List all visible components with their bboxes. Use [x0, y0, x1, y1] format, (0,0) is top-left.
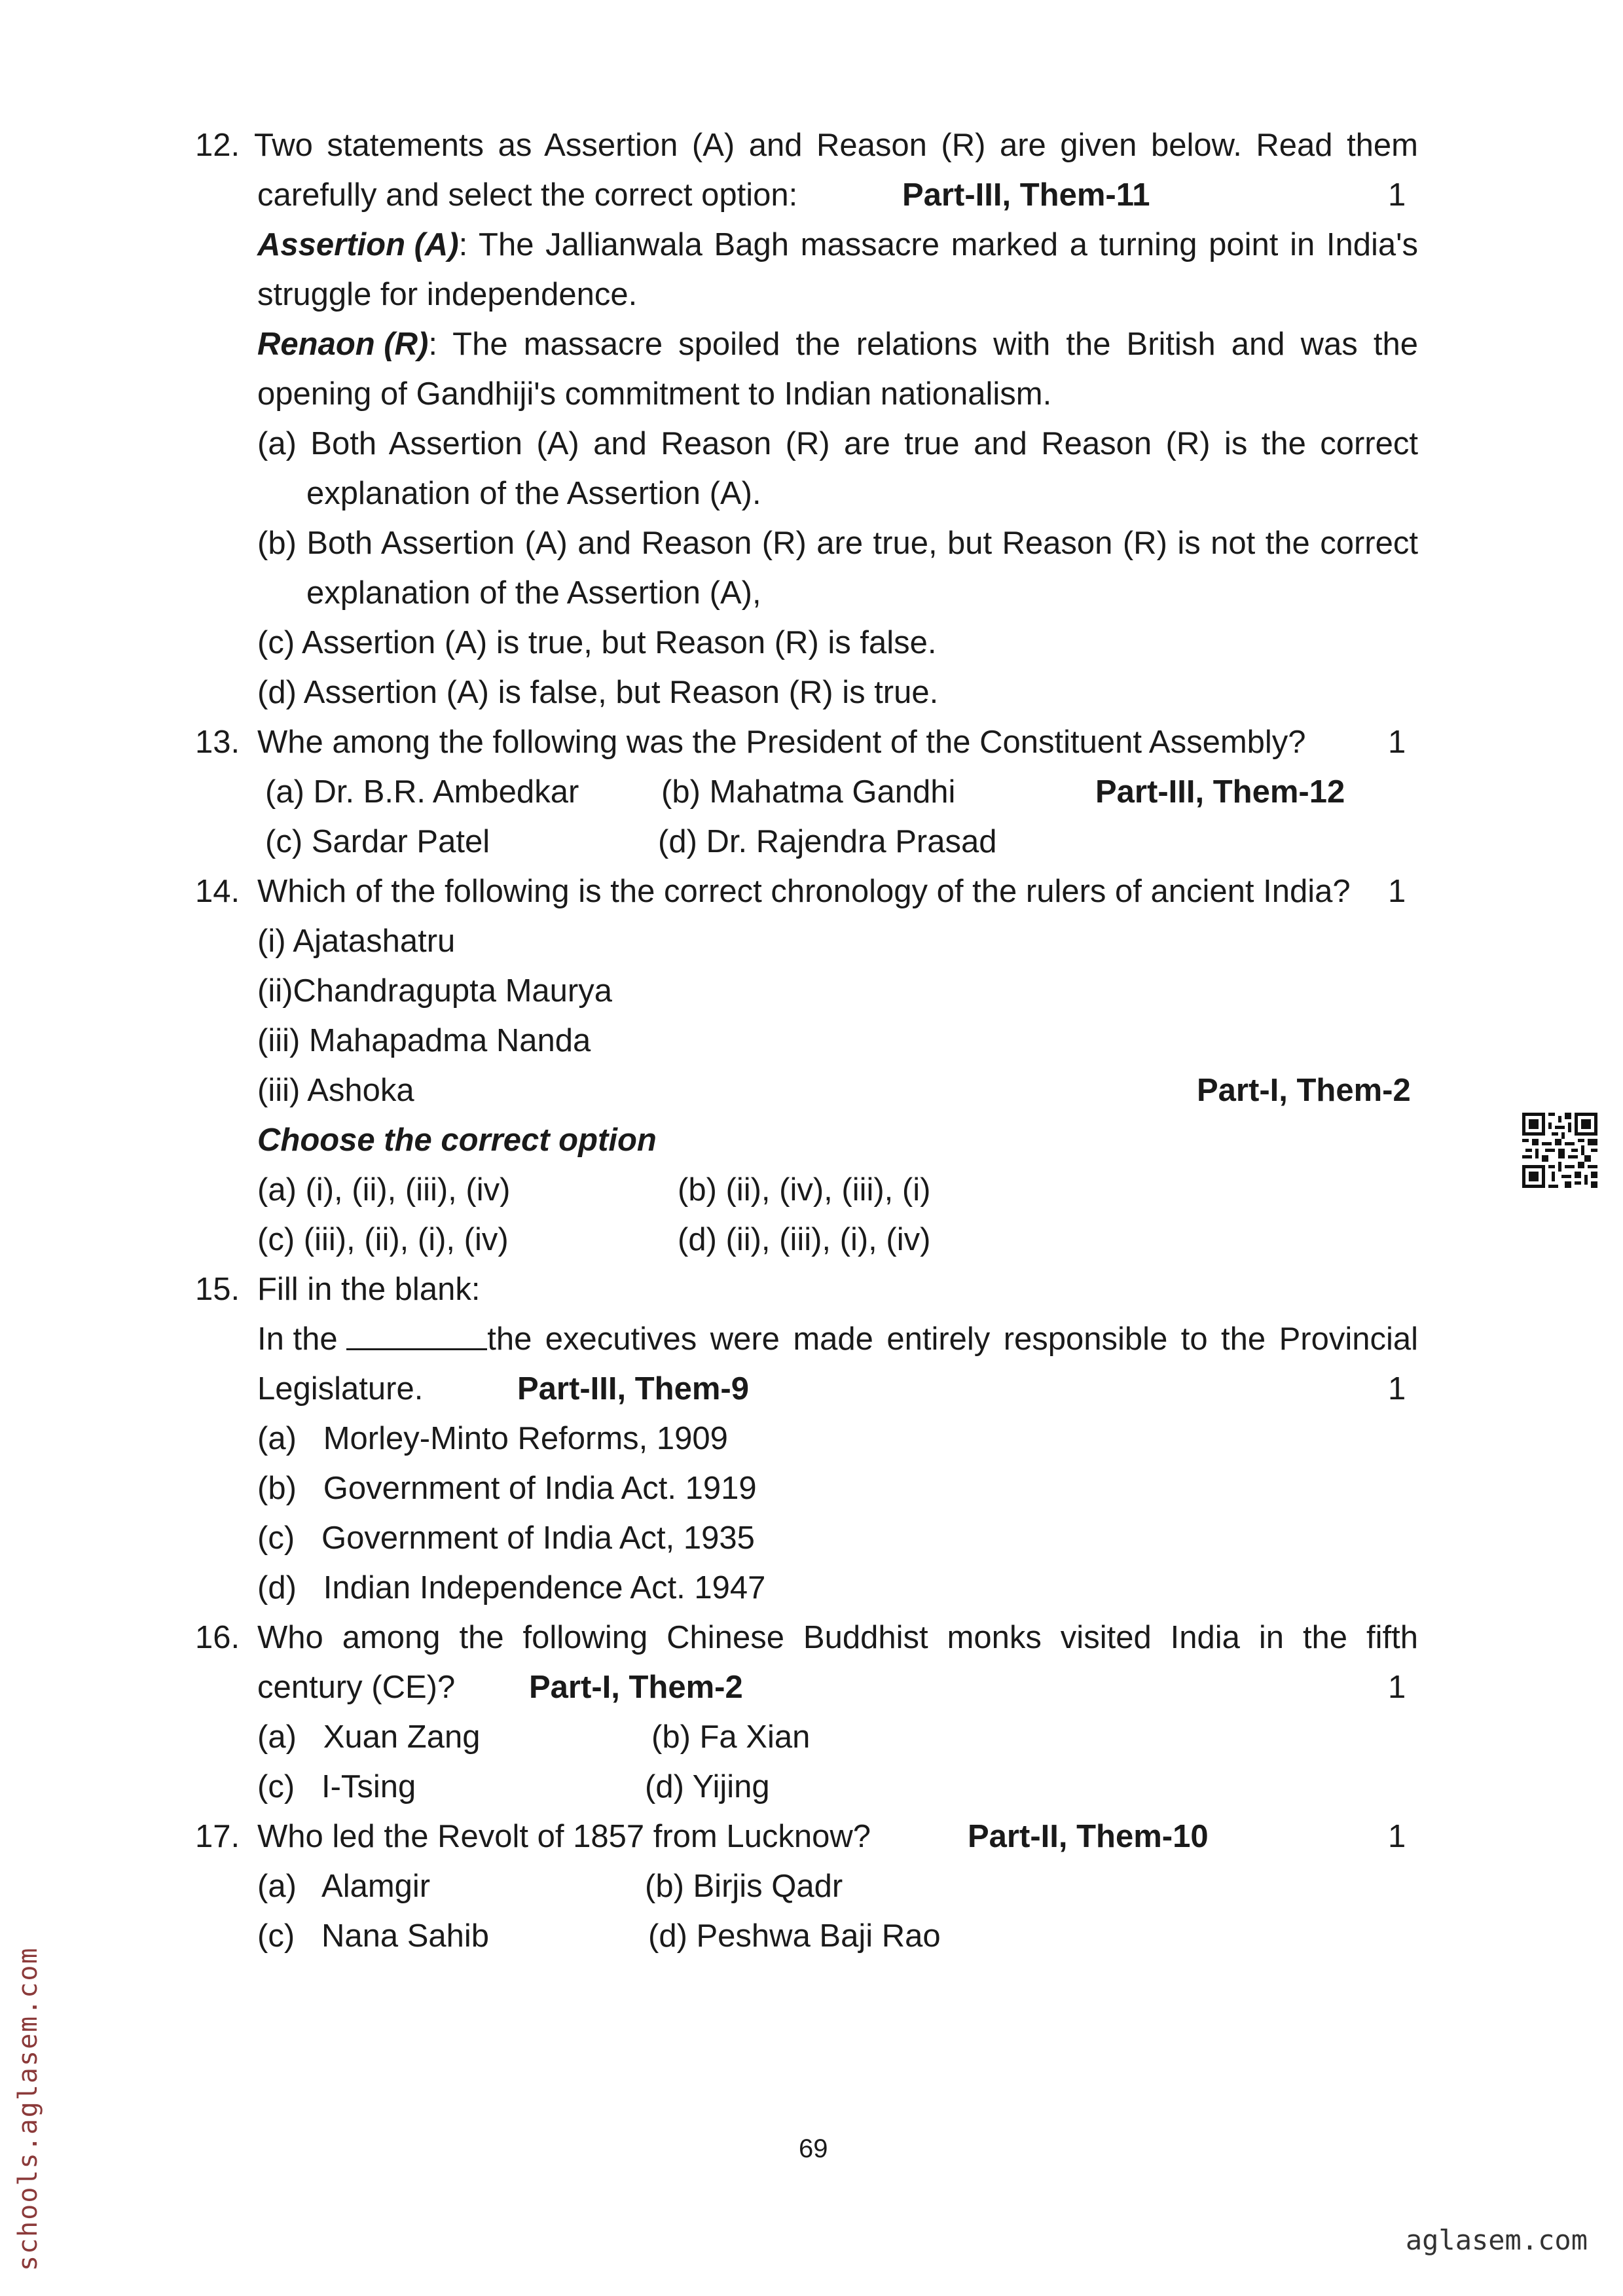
option-c: (c) (iii), (ii), (i), (iv)	[257, 1222, 509, 1257]
page-number: 69	[799, 2134, 828, 2163]
option-a: (a) Both Assertion (A) and Reason (R) are true and Reason (R) is the correct	[257, 426, 1418, 461]
option-d: (d) Assertion (A) is false, but Reason (R) is true.	[257, 675, 939, 710]
question-number: 13.	[195, 725, 240, 760]
option-a: (a) Alamgir	[257, 1869, 431, 1904]
option-a: (a) Dr. B.R. Ambedkar	[265, 774, 579, 810]
assertion-text: : The Jallianwala Bagh massacre marked a turning point in India's	[458, 227, 1418, 262]
option-d: (d) Indian Independence Act. 1947	[257, 1570, 766, 1605]
list-item: (i) Ajatashatru	[257, 924, 456, 959]
question-text: carefully and select the correct option:	[257, 177, 798, 213]
option-c: (c) Nana Sahib	[257, 1918, 490, 1954]
list-item: (iii) Ashoka	[257, 1073, 414, 1108]
option-b: (b) Fa Xian	[651, 1719, 811, 1755]
option-b: (b) Government of India Act. 1919	[257, 1471, 757, 1506]
option-b: (b) Mahatma Gandhi	[661, 774, 956, 810]
reason-text: : The massacre spoiled the relations with the British and was the	[428, 327, 1418, 362]
qr-code-icon[interactable]	[1522, 1113, 1597, 1188]
syllabus-tag: Part-II, Them-10	[968, 1819, 1209, 1854]
option-c: (c) Sardar Patel	[265, 824, 490, 859]
syllabus-tag: Part-III, Them-12	[1095, 774, 1345, 810]
question-text: Who among the following Chinese Buddhist monks visited India in the fifth	[257, 1620, 1418, 1655]
option-a: (a) Xuan Zang	[257, 1719, 481, 1755]
option-d: (d) Yijing	[645, 1769, 770, 1804]
assertion-line	[257, 225, 1418, 264]
question-text: Whe among the following was the President of the Constituent Assembly?	[257, 725, 1306, 760]
option-a: (a) Morley-Minto Reforms, 1909	[257, 1421, 728, 1456]
instruction: Choose the correct option	[257, 1122, 657, 1158]
option-d: (d) (ii), (iii), (i), (iv)	[678, 1222, 931, 1257]
option-a: (a) (i), (ii), (iii), (iv)	[257, 1172, 511, 1208]
option-b: (b) (ii), (iv), (iii), (i)	[678, 1172, 931, 1208]
syllabus-tag: Part-III, Them-11	[902, 177, 1150, 213]
list-item: (ii)Chandragupta Maurya	[257, 973, 612, 1009]
question-text: the executives were made entirely responsible to the Provincial	[487, 1321, 1418, 1357]
option-b: (b) Birjis Qadr	[645, 1869, 843, 1904]
option-c: (c) I-Tsing	[257, 1769, 416, 1804]
reason-label: Renaon (R)	[257, 327, 429, 362]
marks: 1	[1388, 1819, 1406, 1854]
marks: 1	[1388, 874, 1406, 909]
watermark-right[interactable]: aglasem.com	[1405, 2224, 1588, 2256]
question-text: Fill in the blank:	[257, 1272, 481, 1307]
question-text: Legislature.	[257, 1371, 424, 1407]
option-c: (c) Assertion (A) is true, but Reason (R) is false.	[257, 625, 937, 660]
question-number: 12.	[195, 128, 240, 163]
reason-line	[257, 325, 1418, 364]
reason-text: opening of Gandhiji's commitment to Indian nationalism.	[257, 376, 1052, 412]
option-a-cont: explanation of the Assertion (A).	[306, 476, 761, 511]
marks: 1	[1388, 177, 1406, 213]
option-b: (b) Both Assertion (A) and Reason (R) are true, but Reason (R) is not the correct	[257, 526, 1418, 561]
option-c: (c) Government of India Act, 1935	[257, 1520, 755, 1556]
syllabus-tag: Part-I, Them-2	[529, 1670, 743, 1705]
question-text: Two statements as Assertion (A) and Reason (R) are given below. Read them	[254, 128, 1418, 163]
option-d: (d) Peshwa Baji Rao	[648, 1918, 941, 1954]
question-number: 16.	[195, 1620, 240, 1655]
assertion-text: struggle for independence.	[257, 277, 638, 312]
marks: 1	[1388, 1371, 1406, 1407]
question-text: In the	[257, 1321, 347, 1357]
syllabus-tag: Part-III, Them-9	[517, 1371, 749, 1407]
question-text: century (CE)?	[257, 1670, 456, 1705]
syllabus-tag: Part-I, Them-2	[1197, 1073, 1411, 1108]
question-text: Who led the Revolt of 1857 from Lucknow?	[257, 1819, 871, 1854]
list-item: (iii) Mahapadma Nanda	[257, 1023, 591, 1058]
question-number: 14.	[195, 874, 240, 909]
option-b-cont: explanation of the Assertion (A),	[306, 575, 761, 611]
fill-blank-line	[257, 1319, 1418, 1359]
blank-line	[346, 1319, 487, 1350]
question-number: 17.	[195, 1819, 240, 1854]
question-number: 15.	[195, 1272, 240, 1307]
watermark-left[interactable]: schools.aglasem.com	[13, 1946, 43, 2271]
marks: 1	[1388, 725, 1406, 760]
assertion-label: Assertion (A)	[257, 227, 459, 262]
question-text: Which of the following is the correct chronology of the rulers of ancient India?	[257, 874, 1351, 909]
option-d: (d) Dr. Rajendra Prasad	[658, 824, 997, 859]
marks: 1	[1388, 1670, 1406, 1705]
